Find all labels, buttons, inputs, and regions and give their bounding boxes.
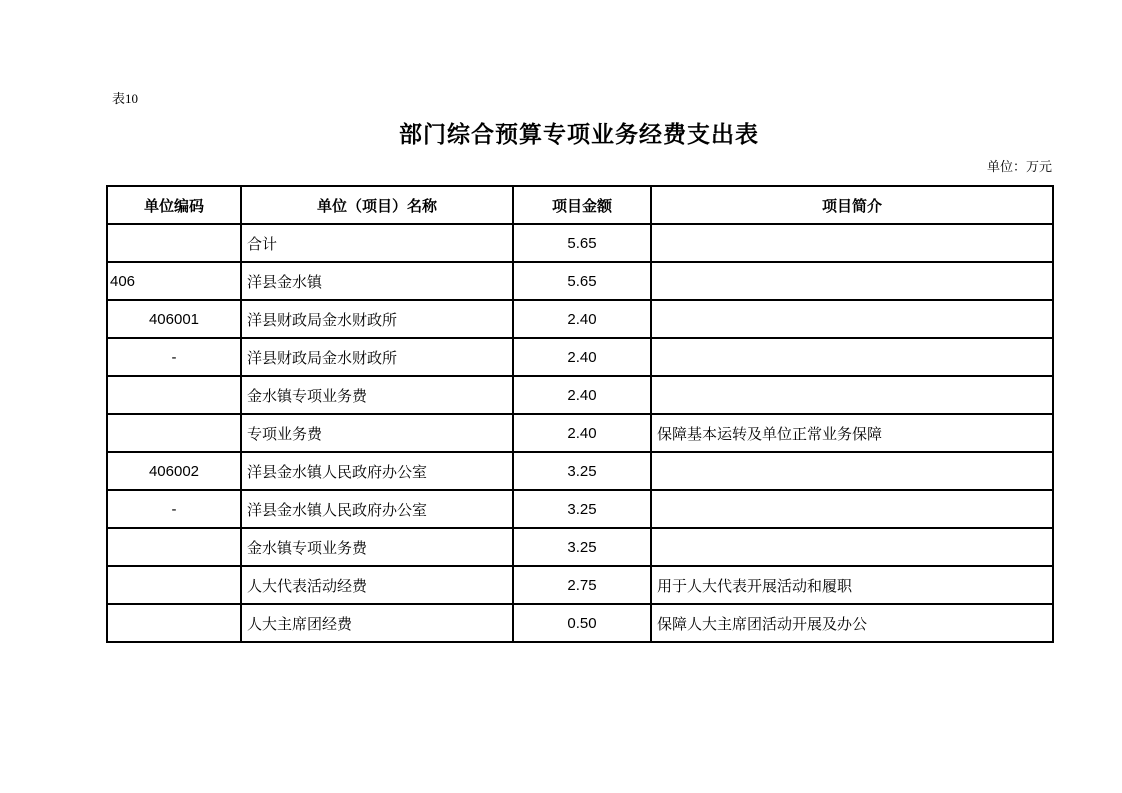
cell-unit-name: 洋县财政局金水财政所	[241, 300, 513, 338]
table-body	[107, 224, 1053, 642]
table-row	[107, 604, 1053, 642]
cell-amount: 0.50	[513, 604, 651, 642]
cell-unit-name: 人大主席团经费	[241, 604, 513, 642]
column-header-unit-code: 单位编码	[107, 186, 241, 224]
column-header-unit-name: 单位（项目）名称	[241, 186, 513, 224]
cell-amount: 5.65	[513, 262, 651, 300]
cell-description: 保障基本运转及单位正常业务保障	[651, 414, 1053, 452]
table-row	[107, 338, 1053, 376]
cell-unit-name: 洋县金水镇人民政府办公室	[241, 452, 513, 490]
cell-amount: 3.25	[513, 528, 651, 566]
table-row	[107, 452, 1053, 490]
cell-unit-code: 406001	[107, 300, 241, 338]
cell-amount: 2.40	[513, 414, 651, 452]
table-row	[107, 300, 1053, 338]
column-header-description: 项目简介	[651, 186, 1053, 224]
cell-unit-code: 406002	[107, 452, 241, 490]
unit-note: 单位：万元	[986, 159, 1052, 174]
table-number-label: 表10	[112, 91, 139, 106]
table-header-row	[107, 186, 1053, 224]
cell-amount: 2.40	[513, 300, 651, 338]
table-row	[107, 566, 1053, 604]
cell-unit-code	[107, 376, 241, 414]
cell-unit-code	[107, 224, 241, 262]
table-row	[107, 262, 1053, 300]
cell-unit-name: 金水镇专项业务费	[241, 528, 513, 566]
cell-unit-name: 金水镇专项业务费	[241, 376, 513, 414]
cell-unit-name: 洋县金水镇	[241, 262, 513, 300]
table-row	[107, 490, 1053, 528]
cell-amount: 3.25	[513, 490, 651, 528]
cell-unit-name: 洋县财政局金水财政所	[241, 338, 513, 376]
table-row	[107, 528, 1053, 566]
page-title: 部门综合预算专项业务经费支出表	[399, 121, 759, 147]
cell-unit-name: 人大代表活动经费	[241, 566, 513, 604]
budget-table	[106, 185, 1054, 643]
cell-description	[651, 338, 1053, 376]
cell-unit-code: -	[107, 338, 241, 376]
cell-description: 保障人大主席团活动开展及办公	[651, 604, 1053, 642]
cell-description	[651, 452, 1053, 490]
cell-amount: 3.25	[513, 452, 651, 490]
table-row	[107, 414, 1053, 452]
cell-amount: 2.75	[513, 566, 651, 604]
cell-unit-name: 专项业务费	[241, 414, 513, 452]
cell-description: 用于人大代表开展活动和履职	[651, 566, 1053, 604]
cell-amount: 5.65	[513, 224, 651, 262]
cell-unit-code	[107, 566, 241, 604]
cell-description	[651, 490, 1053, 528]
cell-amount: 2.40	[513, 338, 651, 376]
cell-unit-code	[107, 604, 241, 642]
cell-unit-code: 406	[107, 262, 241, 300]
cell-amount: 2.40	[513, 376, 651, 414]
cell-description	[651, 224, 1053, 262]
cell-unit-code	[107, 414, 241, 452]
cell-description	[651, 300, 1053, 338]
table-row	[107, 224, 1053, 262]
cell-description	[651, 262, 1053, 300]
cell-unit-code	[107, 528, 241, 566]
table-row	[107, 376, 1053, 414]
cell-description	[651, 376, 1053, 414]
column-header-amount: 项目金额	[513, 186, 651, 224]
cell-unit-code: -	[107, 490, 241, 528]
cell-description	[651, 528, 1053, 566]
cell-unit-name: 合计	[241, 224, 513, 262]
cell-unit-name: 洋县金水镇人民政府办公室	[241, 490, 513, 528]
